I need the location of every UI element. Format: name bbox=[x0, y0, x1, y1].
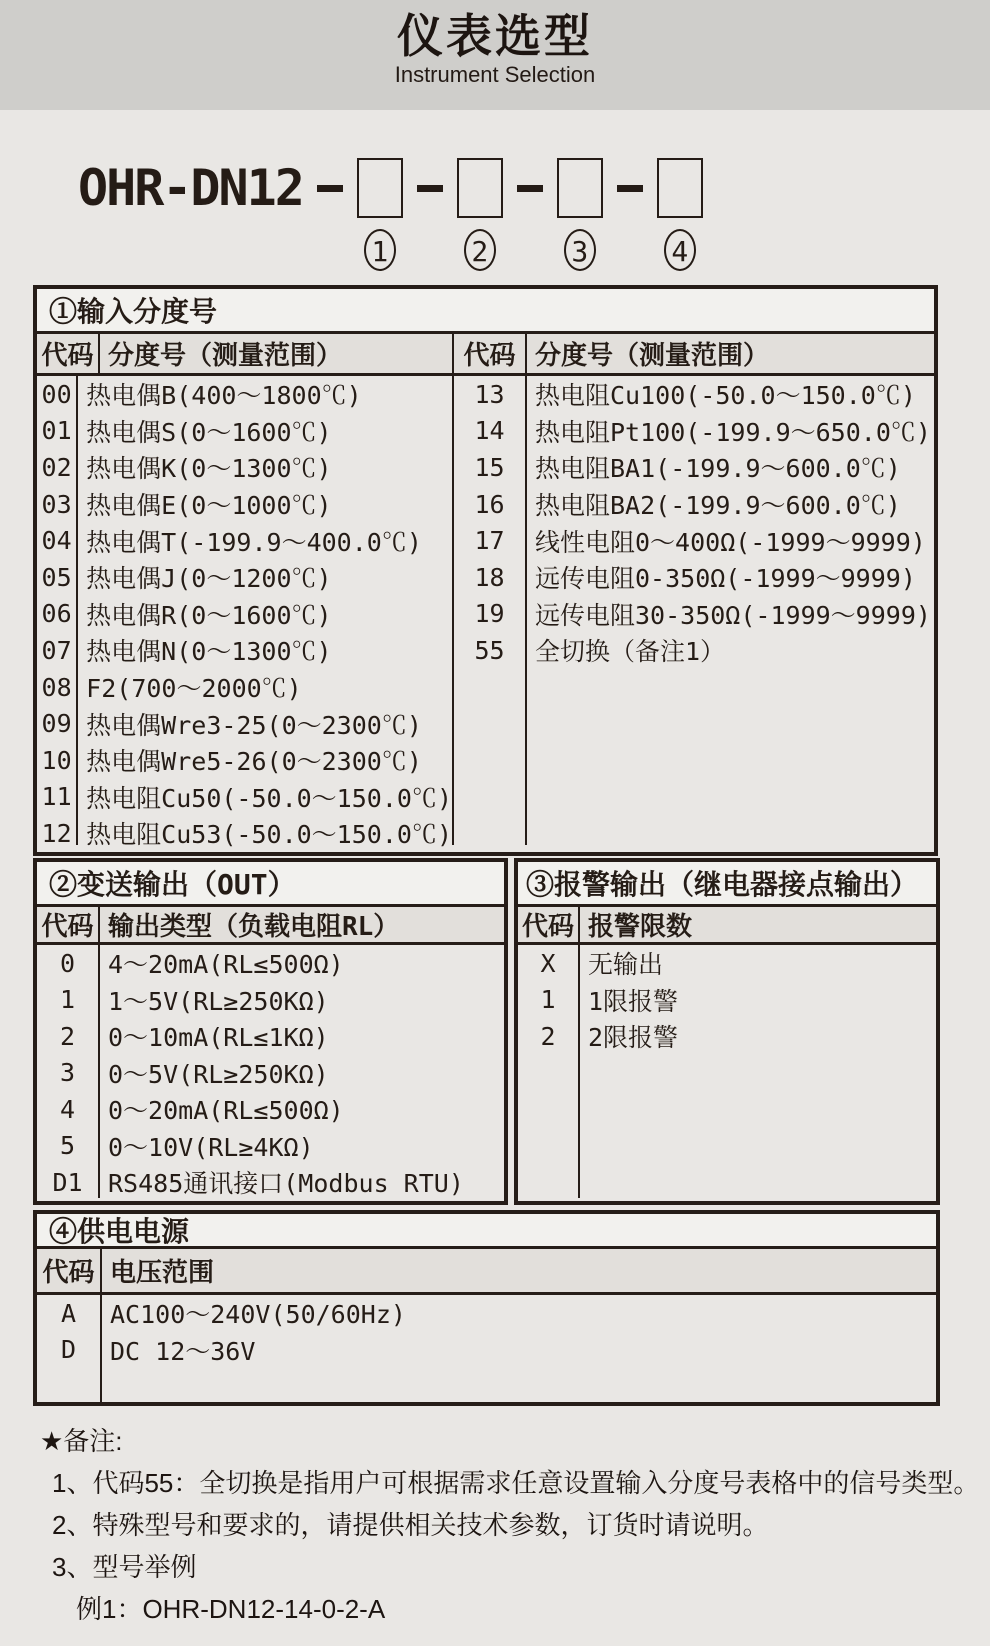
graduation-cell: 热电偶N(0～1300℃) bbox=[86, 637, 332, 667]
code-column bbox=[37, 376, 78, 848]
code-cell: 16 bbox=[474, 489, 505, 519]
output-type-cell: 0～10mA(RL≤1KΩ) bbox=[108, 1023, 329, 1053]
slot-number-badge: 2 bbox=[464, 229, 496, 271]
output-type-cell: 0～10V(RL≥4KΩ) bbox=[108, 1132, 314, 1162]
code-cell: 12 bbox=[41, 818, 72, 848]
notes-header: ★备注: bbox=[40, 1426, 123, 1456]
power-table bbox=[33, 1210, 940, 1406]
graduation-cell: F2(700～2000℃) bbox=[86, 674, 302, 704]
input-table-right-half bbox=[454, 376, 934, 845]
code-placeholder-box bbox=[457, 158, 503, 218]
alarm-limit-cell: 1限报警 bbox=[588, 986, 679, 1016]
input-table-section-title: ①输入分度号 bbox=[37, 289, 934, 334]
output-type-cell: 4～20mA(RL≤500Ω) bbox=[108, 950, 344, 980]
code-cell: 08 bbox=[41, 672, 72, 702]
notes-list bbox=[40, 1462, 980, 1588]
alarm-limit-cell: 2限报警 bbox=[588, 1023, 679, 1053]
output-type-cell: 0～5V(RL≥250KΩ) bbox=[108, 1059, 329, 1089]
column-header-code: 代码 bbox=[518, 907, 580, 942]
graduation-cell: 远传电阻0-350Ω(-1999～9999) bbox=[535, 564, 916, 594]
graduation-cell: 热电偶T(-199.9～400.0℃) bbox=[86, 527, 422, 557]
column-header-code: 代码 bbox=[454, 334, 527, 373]
graduation-cell: 热电阻BA2(-199.9～600.0℃) bbox=[535, 491, 901, 521]
dash-separator bbox=[317, 185, 343, 192]
model-code-diagram bbox=[78, 158, 703, 271]
code-cell: 11 bbox=[41, 782, 72, 812]
code-cell: 0 bbox=[59, 948, 76, 978]
code-cell: 05 bbox=[41, 562, 72, 592]
model-prefix: OHR-DN12 bbox=[78, 159, 303, 217]
alarm-limit-cell: 无输出 bbox=[588, 950, 664, 980]
dash-separator bbox=[517, 185, 543, 192]
code-cell: 55 bbox=[474, 635, 505, 665]
input-table-body bbox=[37, 376, 934, 850]
description-column bbox=[100, 945, 504, 1198]
page-subtitle: Instrument Selection bbox=[394, 62, 596, 87]
column-header-alarm-limit: 报警限数 bbox=[588, 912, 693, 942]
code-cell: D bbox=[60, 1335, 77, 1365]
output-type-cell: 1～5V(RL≥250KΩ) bbox=[108, 986, 329, 1016]
power-table-body bbox=[37, 1295, 936, 1402]
model-slots bbox=[303, 158, 703, 271]
code-cell: 2 bbox=[540, 1021, 556, 1051]
voltage-range-cell: AC100～240V(50/60Hz) bbox=[110, 1300, 406, 1330]
code-column bbox=[518, 945, 580, 1198]
output-table-body bbox=[37, 945, 504, 1198]
output-type-cell: 0～20mA(RL≤500Ω) bbox=[108, 1096, 344, 1126]
code-cell: 5 bbox=[59, 1131, 76, 1161]
description-column bbox=[527, 376, 934, 845]
code-cell: 07 bbox=[41, 635, 72, 665]
input-table-left-half bbox=[37, 376, 454, 850]
description-column bbox=[78, 376, 452, 850]
code-cell: 04 bbox=[41, 526, 72, 556]
code-cell: 19 bbox=[474, 599, 505, 629]
input-graduation-table bbox=[33, 285, 938, 856]
code-cell: 1 bbox=[540, 985, 556, 1015]
column-header-code: 代码 bbox=[37, 907, 100, 942]
column-header-code: 代码 bbox=[37, 1249, 102, 1292]
code-cell: 09 bbox=[41, 709, 72, 739]
description-column bbox=[102, 1295, 936, 1402]
code-placeholder-box bbox=[557, 158, 603, 218]
power-table-section-title: ④供电电源 bbox=[37, 1214, 936, 1249]
code-cell: 14 bbox=[474, 416, 505, 446]
slot-number-badge: 1 bbox=[364, 229, 396, 271]
graduation-cell: 热电阻Cu53(-50.0～150.0℃) bbox=[86, 820, 452, 850]
note-item: 1、代码55：全切换是指用户可根据需求任意设置输入分度号表格中的信号类型。 bbox=[52, 1468, 980, 1498]
graduation-cell: 热电阻Pt100(-199.9～650.0℃) bbox=[535, 417, 931, 447]
code-cell: 06 bbox=[41, 599, 72, 629]
alarm-table bbox=[514, 858, 940, 1205]
graduation-cell: 全切换（备注1） bbox=[535, 637, 726, 667]
graduation-cell: 热电偶R(0～1600℃) bbox=[86, 600, 332, 630]
code-cell: A bbox=[60, 1298, 77, 1328]
code-column bbox=[454, 376, 527, 845]
graduation-cell: 线性电阻0～400Ω(-1999～9999) bbox=[535, 527, 926, 557]
graduation-cell: 热电偶J(0～1200℃) bbox=[86, 564, 332, 594]
code-cell: D1 bbox=[52, 1167, 83, 1197]
code-placeholder-box bbox=[357, 158, 403, 218]
column-header-voltage-range: 电压范围 bbox=[110, 1258, 215, 1288]
output-table bbox=[33, 858, 508, 1205]
code-cell: 2 bbox=[59, 1021, 76, 1051]
graduation-cell: 热电偶B(400～1800℃) bbox=[86, 381, 362, 411]
input-table-header-row bbox=[37, 334, 934, 376]
graduation-cell: 热电阻Cu100(-50.0～150.0℃) bbox=[535, 381, 916, 411]
code-cell: X bbox=[540, 948, 556, 978]
slot-number-badge: 3 bbox=[564, 229, 596, 271]
notes-section bbox=[40, 1420, 980, 1630]
output-table-section-title: ②变送输出（OUT） bbox=[37, 862, 504, 907]
code-cell: 1 bbox=[59, 985, 76, 1015]
column-header-graduation: 分度号（测量范围） bbox=[535, 341, 770, 371]
code-cell: 15 bbox=[474, 452, 505, 482]
code-cell: 17 bbox=[474, 526, 505, 556]
code-placeholder-box bbox=[657, 158, 703, 218]
code-cell: 00 bbox=[41, 379, 72, 409]
power-table-header-row bbox=[37, 1249, 936, 1295]
column-header-graduation: 分度号（测量范围） bbox=[100, 334, 454, 373]
code-cell: 01 bbox=[41, 416, 72, 446]
model-slot bbox=[357, 158, 403, 271]
model-slot bbox=[457, 158, 503, 271]
code-cell: 18 bbox=[474, 562, 505, 592]
code-cell: 3 bbox=[59, 1058, 76, 1088]
column-header-output-type: 输出类型（负载电阻RL） bbox=[108, 912, 400, 942]
code-cell: 03 bbox=[41, 489, 72, 519]
description-column bbox=[580, 945, 936, 1198]
column-header-code: 代码 bbox=[37, 334, 100, 373]
note-item: 2、特殊型号和要求的，请提供相关技术参数，订货时请说明。 bbox=[52, 1510, 769, 1540]
alarm-table-section-title: ③报警输出（继电器接点输出） bbox=[518, 862, 936, 907]
code-column bbox=[37, 945, 100, 1198]
model-slot bbox=[657, 158, 703, 271]
page-banner bbox=[0, 0, 990, 110]
graduation-cell: 热电阻Cu50(-50.0～150.0℃) bbox=[86, 783, 452, 813]
graduation-cell: 热电偶K(0～1300℃) bbox=[86, 454, 332, 484]
code-column bbox=[37, 1295, 102, 1402]
graduation-cell: 热电偶Wre3-25(0～2300℃) bbox=[86, 710, 422, 740]
output-table-header-row bbox=[37, 907, 504, 945]
dash-separator bbox=[417, 185, 443, 192]
output-type-cell: RS485通讯接口(Modbus RTU) bbox=[108, 1169, 464, 1199]
model-slot bbox=[557, 158, 603, 271]
code-cell: 13 bbox=[474, 379, 505, 409]
code-cell: 10 bbox=[41, 745, 72, 775]
graduation-cell: 热电阻BA1(-199.9～600.0℃) bbox=[535, 454, 901, 484]
graduation-cell: 远传电阻30-350Ω(-1999～9999) bbox=[535, 600, 931, 630]
alarm-table-body bbox=[518, 945, 936, 1198]
code-cell: 4 bbox=[59, 1094, 76, 1124]
page-title: 仪表选型 bbox=[397, 9, 593, 63]
note-item: 3、型号举例 bbox=[52, 1552, 197, 1582]
code-cell: 02 bbox=[41, 452, 72, 482]
voltage-range-cell: DC 12～36V bbox=[110, 1336, 256, 1366]
dash-separator bbox=[617, 185, 643, 192]
alarm-table-header-row bbox=[518, 907, 936, 945]
graduation-cell: 热电偶S(0～1600℃) bbox=[86, 417, 332, 447]
slot-number-badge: 4 bbox=[664, 229, 696, 271]
graduation-cell: 热电偶E(0～1000℃) bbox=[86, 491, 332, 521]
graduation-cell: 热电偶Wre5-26(0～2300℃) bbox=[86, 747, 422, 777]
model-example: 例1：OHR-DN12-14-0-2-A bbox=[76, 1594, 386, 1624]
